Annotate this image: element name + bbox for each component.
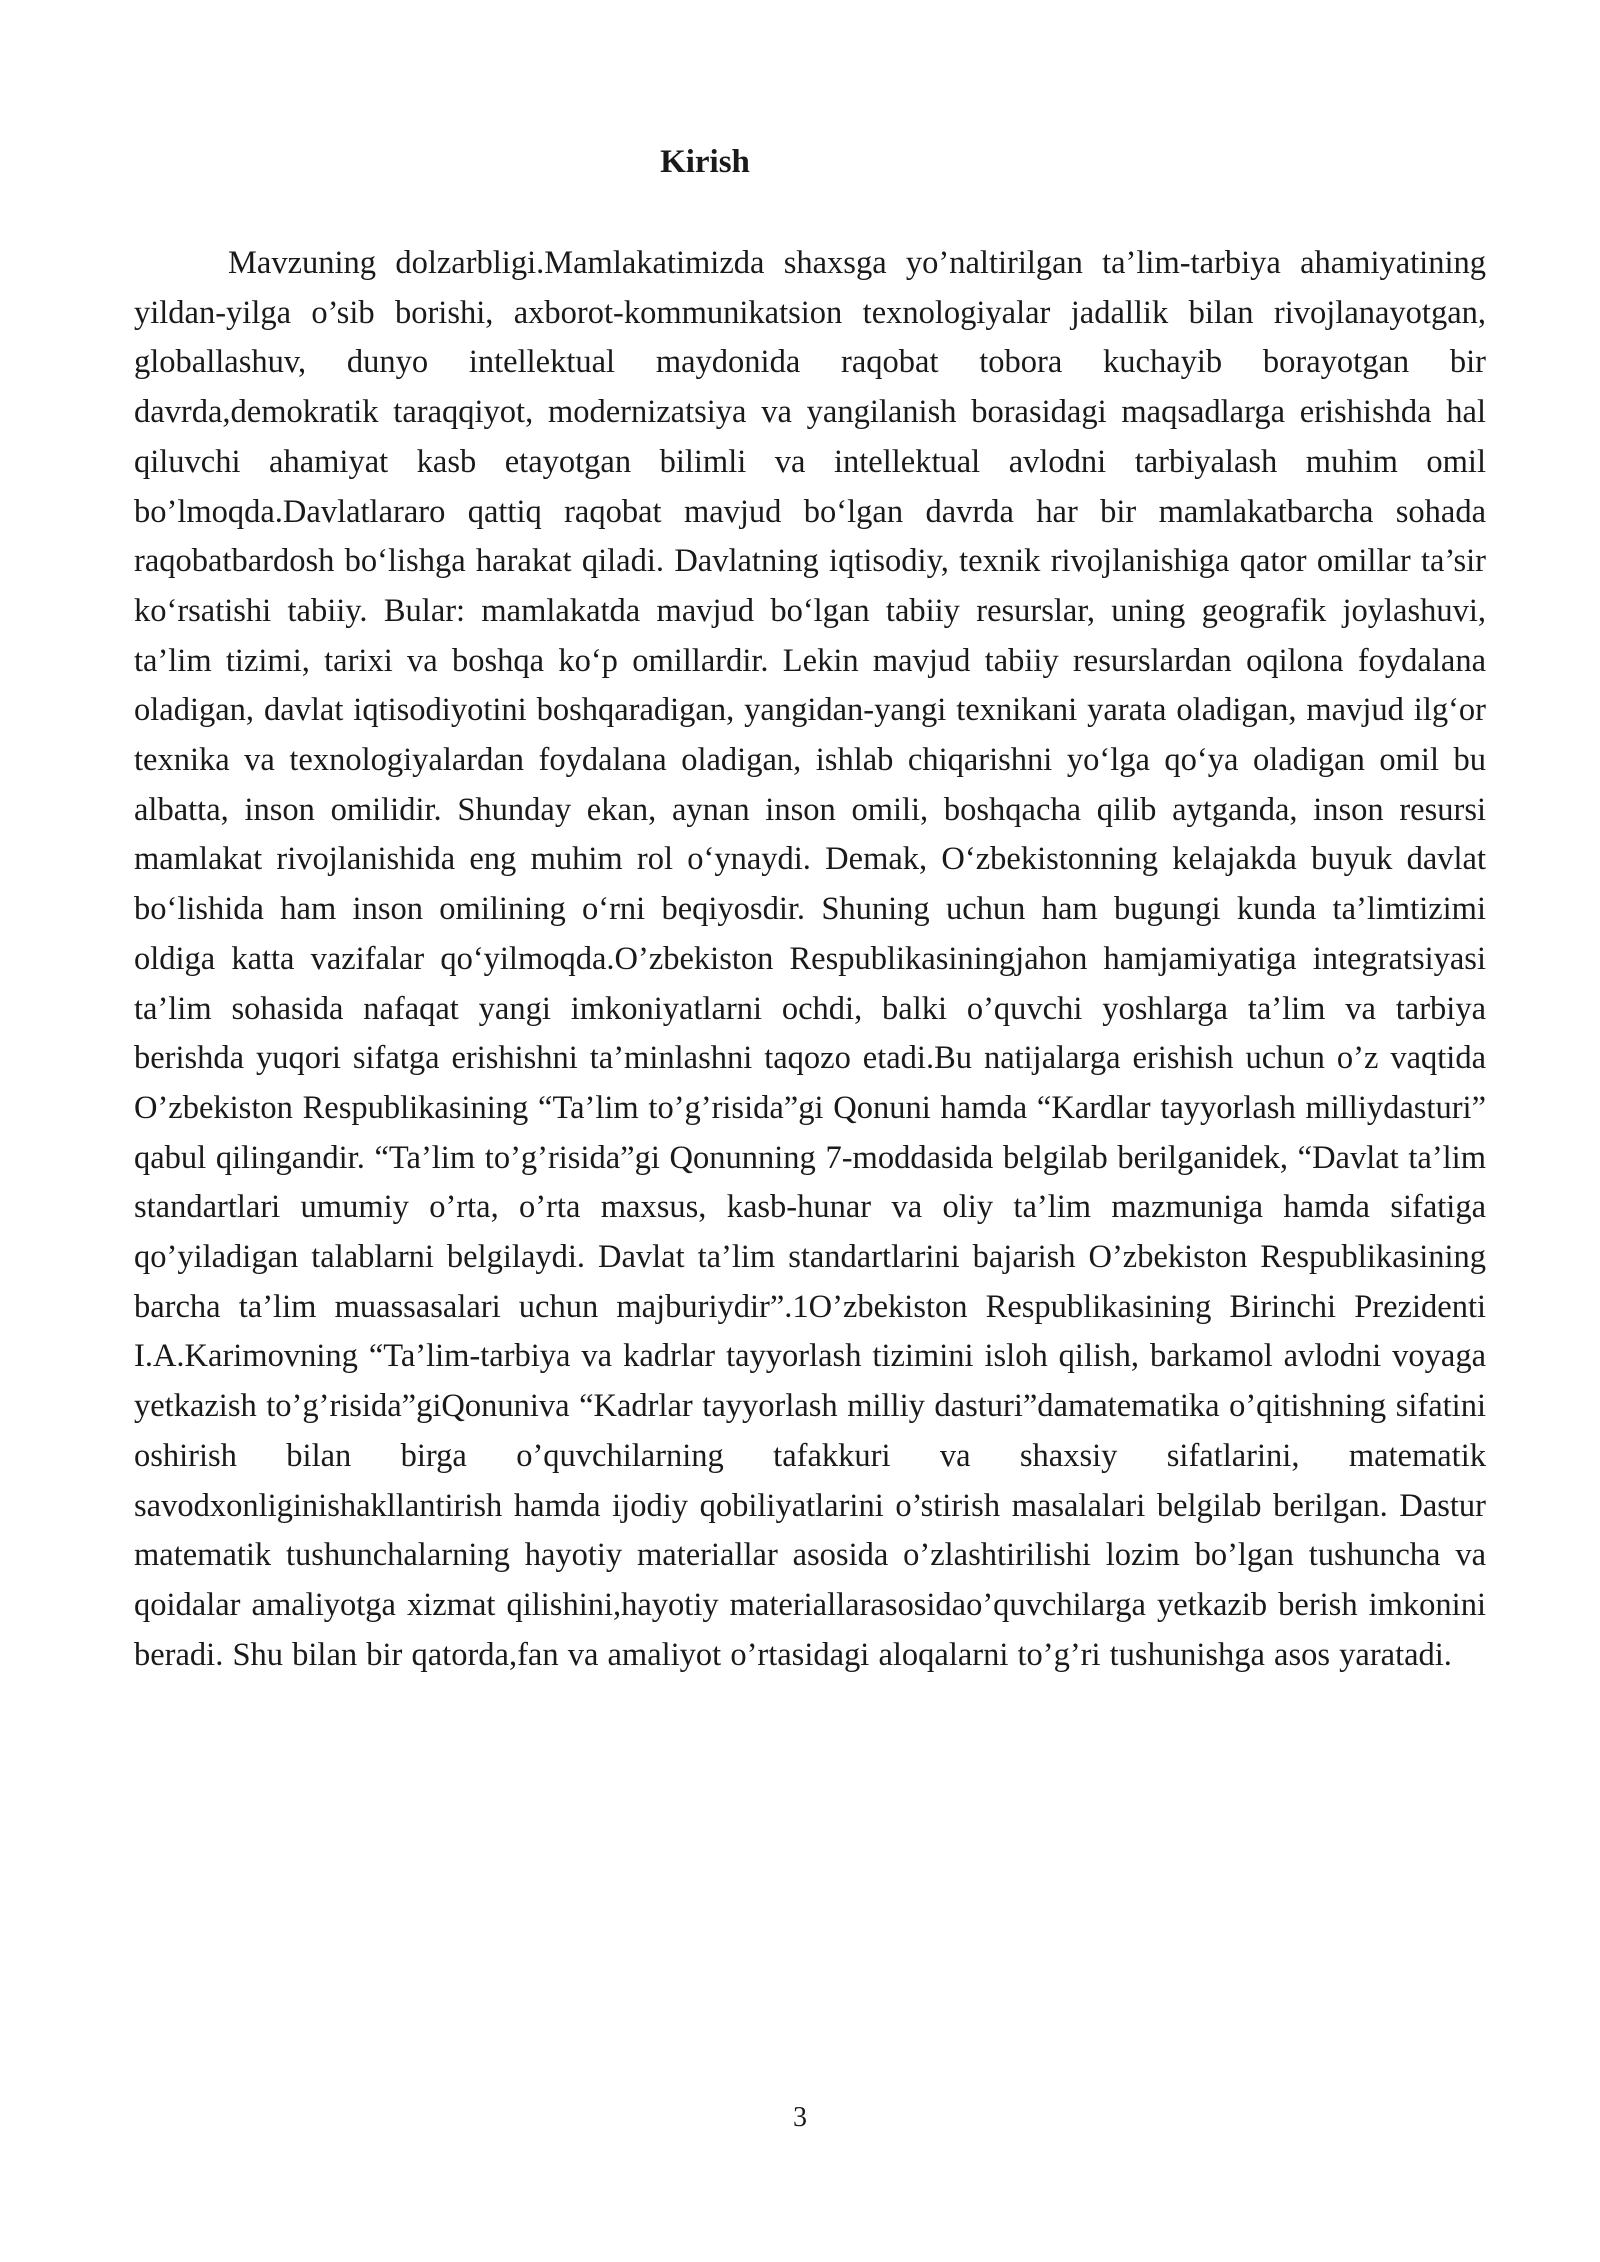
- body-paragraph: Mavzuning dolzarbligi.Mamlakatimizda shaxsga yo’naltirilgan ta’lim-tarbiya ahamiyatining yildan-yilga o’sib borishi, axborot-kommunikatsion texnologiyalar jadallik bilan rivojlanayotgan, globallashuv, dunyo intellektual maydonida raqobat tobora kuchayib borayotgan bir davrda,demokratik taraqqiyot, modernizatsiya va yangilanish borasidagi maqsadlarga erishishda hal qiluvchi ahamiyat kasb etayotgan bilimli va intellektual avlodni tarbiyalash muhim omil bo’lmoqda.Davlatlararo qattiq raqobat mavjud bo‘lgan davrda har bir mamlakatbarcha sohada raqobatbardosh bo‘lishga harakat qiladi. Davlatning iqtisodiy, texnik rivojlanishiga qator omillar ta’sir ko‘rsatishi tabiiy. Bular: mamlakatda mavjud bo‘lgan tabiiy resurslar, uning geografik joylashuvi, ta’lim tizimi, tarixi va boshqa ko‘p omillardir. Lekin mavjud tabiiy resurslardan oqilona foydalana oladigan, davlat iqtisodiyotini boshqaradigan, yangidan-yangi texnikani yarata oladigan, mavjud ilg‘or texnika va texnologiyalardan foydalana oladigan, ishlab chiqarishni yo‘lga qo‘ya oladigan omil bu albatta, inson omilidir. Shunday ekan, aynan inson omili, boshqacha qilib aytganda, inson resursi mamlakat rivojlanishida eng muhim rol o‘ynaydi. Demak, O‘zbekistonning kelajakda buyuk davlat bo‘lishida ham inson omilining o‘rni beqiyosdir. Shuning uchun ham bugungi kunda ta’limtizimi oldiga katta vazifalar qo‘yilmoqda.O’zbekiston Respublikasiningjahon hamjamiyatiga integratsiyasi ta’lim sohasida nafaqat yangi imkoniyatlarni ochdi, balki o’quvchi yoshlarga ta’lim va tarbiya berishda yuqori sifatga erishishni ta’minlashni taqozo etadi.Bu natijalarga erishish uchun o’z vaqtida O’zbekiston Respublikasining “Ta’lim to’g’risida”gi Qonuni hamda “Kardlar tayyorlash milliydasturi” qabul qilingandir. “Ta’lim to’g’risida”gi Qonunning 7-moddasida belgilab berilganidek, “Davlat ta’lim standartlari umumiy o’rta, o’rta maxsus, kasb-hunar va oliy ta’lim mazmuniga hamda sifatiga qo’yiladigan talablarni belgilaydi. Davlat ta’lim standartlarini bajarish O’zbekiston Respublikasining barcha ta’lim muassasalari uchun majburiydir”.1O’zbekiston Respublikasining Birinchi Prezidenti I.A.Karimovning “Ta’lim-tarbiya va kadrlar tayyorlash tizimini isloh qilish, barkamol avlodni voyaga yetkazish to’g’risida”giQonuniva “Kadrlar tayyorlash milliy dasturi”damatematika o’qitishning sifatini oshirish bilan birga o’quvchilarning tafakkuri va shaxsiy sifatlarini, matematik savodxonliginishakllantirish hamda ijodiy qobiliyatlarini o’stirish masalalari belgilab berilgan. Dastur matematik tushunchalarning hayotiy materiallar asosida o’zlashtirilishi lozim bo’lgan tushuncha va qoidalar amaliyotga xizmat qilishini,hayotiy materiallarasosidao’quvchilarga yetkazib berish imkonini beradi. Shu bilan bir qatorda,fan va amaliyot o’rtasidagi aloqalarni to’g’ri tushunishga asos yaratadi.: [134, 245, 1486, 1673]
- section-title: Kirish: [660, 144, 750, 180]
- page-number: 3: [793, 2102, 807, 2133]
